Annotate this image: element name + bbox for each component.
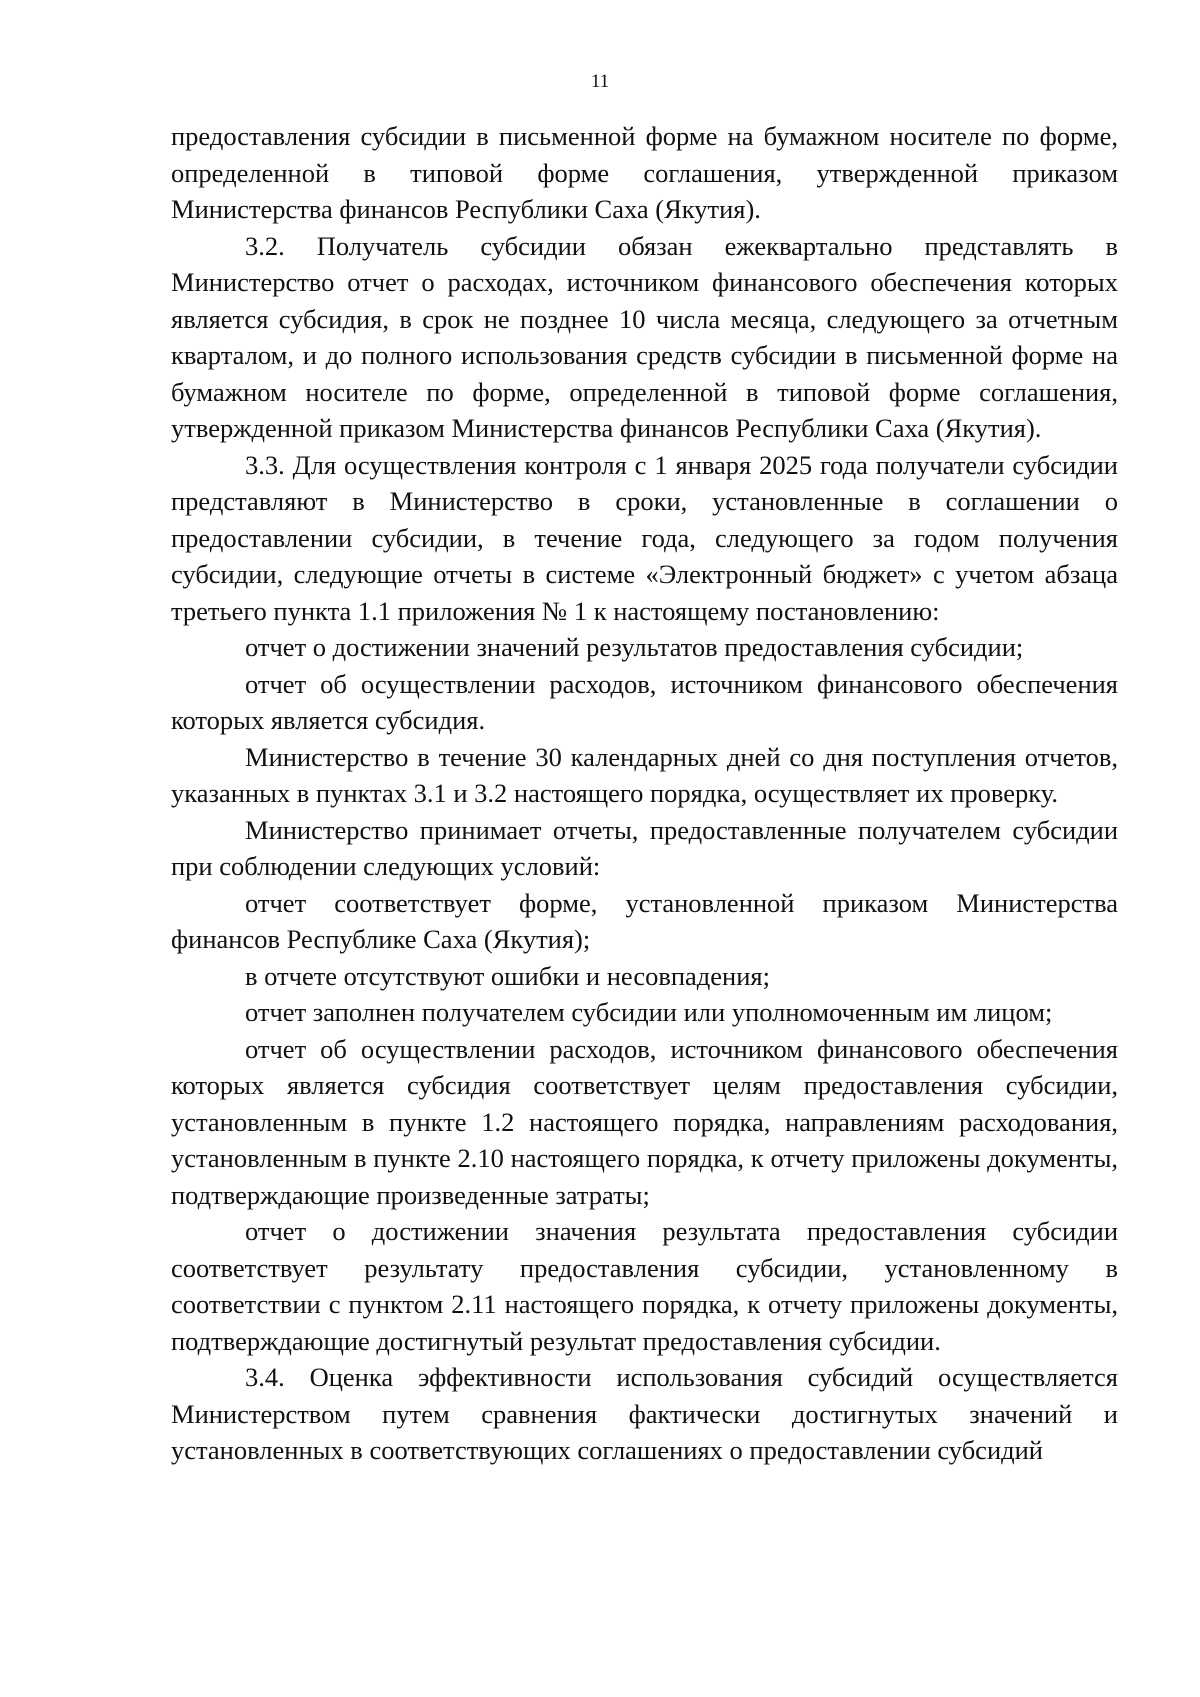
condition-result-match: отчет о достижении значения результата предоставления субсидии соответствует результату предоставления субсидии, установленному в соответствии с пунктом 2.11 настоящего порядка, к отчету приложены документы, подтверждающие достигнутый результат предоставления субсидии. xyxy=(171,1216,1118,1356)
list-item-expenses-report: отчет об осуществлении расходов, источником финансового обеспечения которых является субсидия. xyxy=(171,668,1118,735)
paragraph-continuation: предоставления субсидии в письменной форме на бумажном носителе по форме, определенной в типовой форме соглашения, утвержденной приказом Министерства финансов Республики Саха (Якутия). xyxy=(171,121,1118,224)
paragraph-3-3: 3.3. Для осуществления контроля с 1 января 2025 года получатели субсидии представляют в Министерство в сроки, установленные в соглашении о предоставлении субсидии, в течение года, следующего за годом получения субсидии, следующие отчеты в системе «Электронный бюджет» с учетом абзаца третьего пункта 1.1 приложения № 1 к настоящему постановлению: xyxy=(171,449,1118,626)
condition-no-errors: в отчете отсутствуют ошибки и несовпадения; xyxy=(245,960,770,991)
list-item-results-report: отчет о достижении значений результатов предоставления субсидии; xyxy=(245,632,1024,662)
paragraph-3-2: 3.2. Получатель субсидии обязан ежеквартально представлять в Министерство отчет о расходах, источником финансового обеспечения которых является субсидия, в срок не позднее 10 числа месяца, следующего за отчетным кварталом, и до полного использования средств субсидии в письменной форме на бумажном носителе по форме, определенной в типовой форме соглашения, утвержденной приказом Министерства финансов Республики Саха (Якутия). xyxy=(171,230,1118,443)
paragraph-3-4: 3.4. Оценка эффективности использования субсидий осуществляется Министерством путем сравнения фактически достигнутых значений и установленных в соответствующих соглашениях о предоставлении субсидий xyxy=(171,1362,1118,1465)
document-body xyxy=(171,118,1118,1469)
paragraph-ministry-accepts: Министерство принимает отчеты, предоставленные получателем субсидии при соблюдении следующих условий: xyxy=(171,814,1118,881)
page-number: 11 xyxy=(590,71,610,92)
condition-expenses-match: отчет об осуществлении расходов, источником финансового обеспечения которых является субсидия соответствует целям предоставления субсидии, установленным в пункте 1.2 настоящего порядка, направлениям расходования, установленным в пункте 2.10 настоящего порядка, к отчету приложены документы, подтверждающие произведенные затраты; xyxy=(171,1033,1118,1210)
paragraph-ministry-review: Министерство в течение 30 календарных дней со дня поступления отчетов, указанных в пунктах 3.1 и 3.2 настоящего порядка, осуществляет их проверку. xyxy=(171,741,1118,808)
condition-form-compliance: отчет соответствует форме, установленной приказом Министерства финансов Республике Саха (Якутия); xyxy=(171,887,1118,954)
condition-filled-by-recipient: отчет заполнен получателем субсидии или уполномоченным им лицом; xyxy=(245,997,1053,1027)
